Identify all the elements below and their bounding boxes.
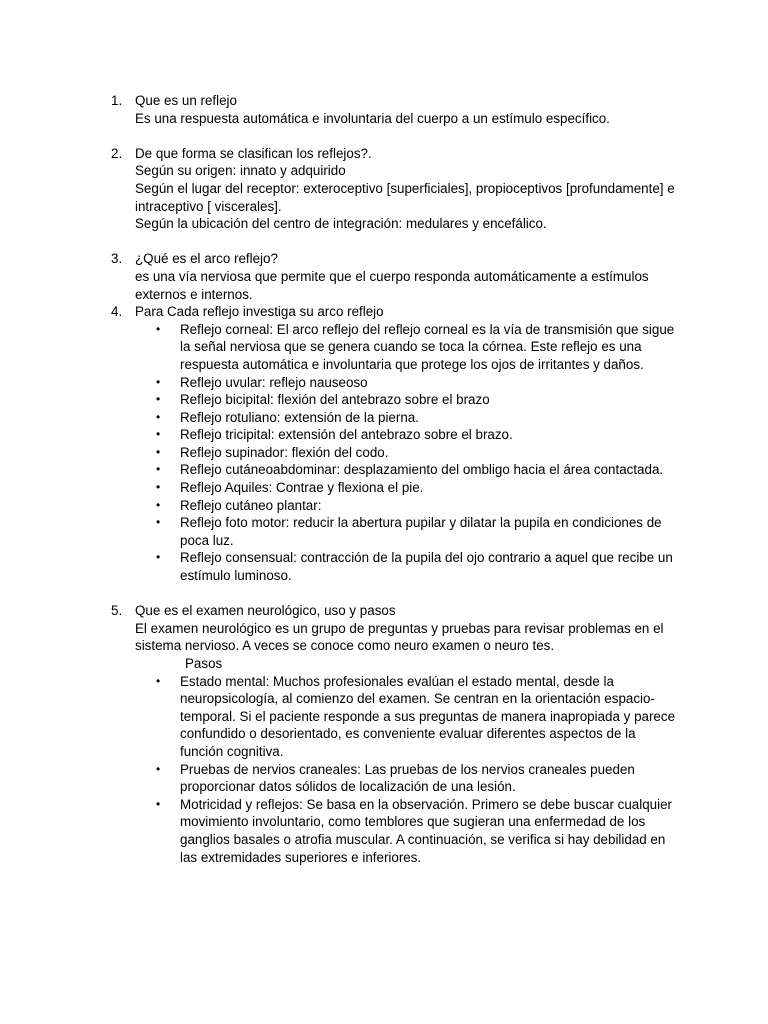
bullet-icon: • bbox=[156, 409, 161, 424]
bullet-icon: • bbox=[156, 673, 161, 688]
question-title: De que forma se clasifican los reflejos?. bbox=[135, 145, 372, 161]
list-item: • Motricidad y reflejos: Se basa en la observación. Primero se debe buscar cualquier movimiento involuntario, como temblores que sugieran una enfermedad de los ganglios basales o atrofia muscular. A continuación, se verifica si hay debilidad en las extremidades superiores e inferiores. bbox=[156, 796, 672, 865]
question-title: Que es un reflejo bbox=[135, 93, 237, 108]
question-title: Para Cada reflejo investiga su arco reflejo bbox=[135, 304, 384, 320]
answer-line: Es una respuesta automática e involuntaria del cuerpo a un estímulo específico. bbox=[135, 110, 610, 126]
bullet-icon: • bbox=[156, 374, 161, 389]
question-5 bbox=[0, 602, 680, 866]
item-number: 5. bbox=[111, 603, 123, 619]
list-item: • Reflejo foto motor: reducir la abertura pupilar y dilatar la pupila en condiciones de poca luz. bbox=[156, 515, 662, 548]
answer-line: El examen neurológico es un grupo de preguntas y pruebas para revisar problemas en el sistema nervioso. A veces se conoce como neuro examen o neuro tes. bbox=[135, 620, 664, 654]
question-3 bbox=[0, 250, 680, 303]
question-2 bbox=[0, 145, 680, 233]
answer-line: Según su origen: innato y adquirido bbox=[135, 163, 346, 179]
question-title: Que es el examen neurológico, uso y pasos bbox=[135, 603, 396, 619]
steps-list bbox=[135, 673, 680, 867]
question-title: ¿Qué es el arco reflejo? bbox=[135, 251, 278, 267]
list-item: • Reflejo consensual: contracción de la pupila del ojo contrario a aquel que recibe un estímulo luminoso. bbox=[156, 550, 673, 584]
item-number: 1. bbox=[111, 93, 123, 108]
list-item: • Reflejo cutáneo plantar: bbox=[156, 497, 322, 513]
bullet-icon: • bbox=[156, 462, 161, 477]
bullet-icon: • bbox=[156, 321, 161, 336]
bullet-icon: • bbox=[156, 480, 161, 495]
list-item: • Reflejo uvular: reflejo nauseoso bbox=[156, 374, 368, 390]
item-number: 3. bbox=[111, 251, 123, 267]
list-item: • Reflejo cutáneoabdominar: desplazamiento del ombligo hacia el área contactada. bbox=[156, 462, 664, 478]
list-item: • Reflejo corneal: El arco reflejo del reflejo corneal es la vía de transmisión que sigue la señal nerviosa que se genera cuando se toca la córnea. Este reflejo es una respuesta automática e involuntaria que protege los ojos de irritantes y daños. bbox=[156, 321, 675, 372]
list-item: • Reflejo rotuliano: extensión de la pierna. bbox=[156, 409, 419, 425]
bullet-icon: • bbox=[156, 392, 161, 407]
question-1 bbox=[0, 92, 680, 127]
answer-line: Según la ubicación del centro de integración: medulares y encefálico. bbox=[135, 216, 547, 232]
reflex-list bbox=[135, 321, 680, 585]
answer-line: es una vía nerviosa que permite que el cuerpo responda automáticamente a estímulos externos e internos. bbox=[135, 268, 649, 302]
document-page bbox=[0, 92, 768, 866]
list-item: • Reflejo Aquiles: Contrae y flexiona el pie. bbox=[156, 480, 424, 496]
bullet-icon: • bbox=[156, 761, 161, 776]
bullet-icon: • bbox=[156, 427, 161, 442]
question-4 bbox=[0, 303, 680, 585]
bullet-icon: • bbox=[156, 515, 161, 530]
list-item: • Reflejo tricipital: extensión del antebrazo sobre el brazo. bbox=[156, 427, 513, 443]
list-item: • Reflejo supinador: flexión del codo. bbox=[156, 444, 389, 460]
list-item: • Reflejo bicipital: flexión del antebrazo sobre el brazo bbox=[156, 392, 490, 408]
bullet-icon: • bbox=[156, 444, 161, 459]
bullet-icon: • bbox=[156, 796, 161, 811]
bullet-icon: • bbox=[156, 550, 161, 565]
list-item: • Pruebas de nervios craneales: Las pruebas de los nervios craneales pueden proporcionar datos sólidos de localización de una lesión. bbox=[156, 761, 635, 795]
item-number: 2. bbox=[111, 145, 123, 161]
bullet-icon: • bbox=[156, 497, 161, 512]
list-item: • Estado mental: Muchos profesionales evalúan el estado mental, desde la neuropsicología, al comienzo del examen. Se centran en la orientación espacio-temporal. Si el paciente responde a sus preguntas de manera inapropiada y parece confundido o desorientado, es conveniente evaluar diferentes aspectos de la función cognitiva. bbox=[156, 673, 676, 759]
answer-line: Según el lugar del receptor: exteroceptivo [superficiales], propioceptivos [profundamente] e intraceptivo [ viscerales]. bbox=[135, 180, 675, 214]
steps-heading: Pasos bbox=[185, 656, 223, 671]
item-number: 4. bbox=[111, 304, 123, 320]
